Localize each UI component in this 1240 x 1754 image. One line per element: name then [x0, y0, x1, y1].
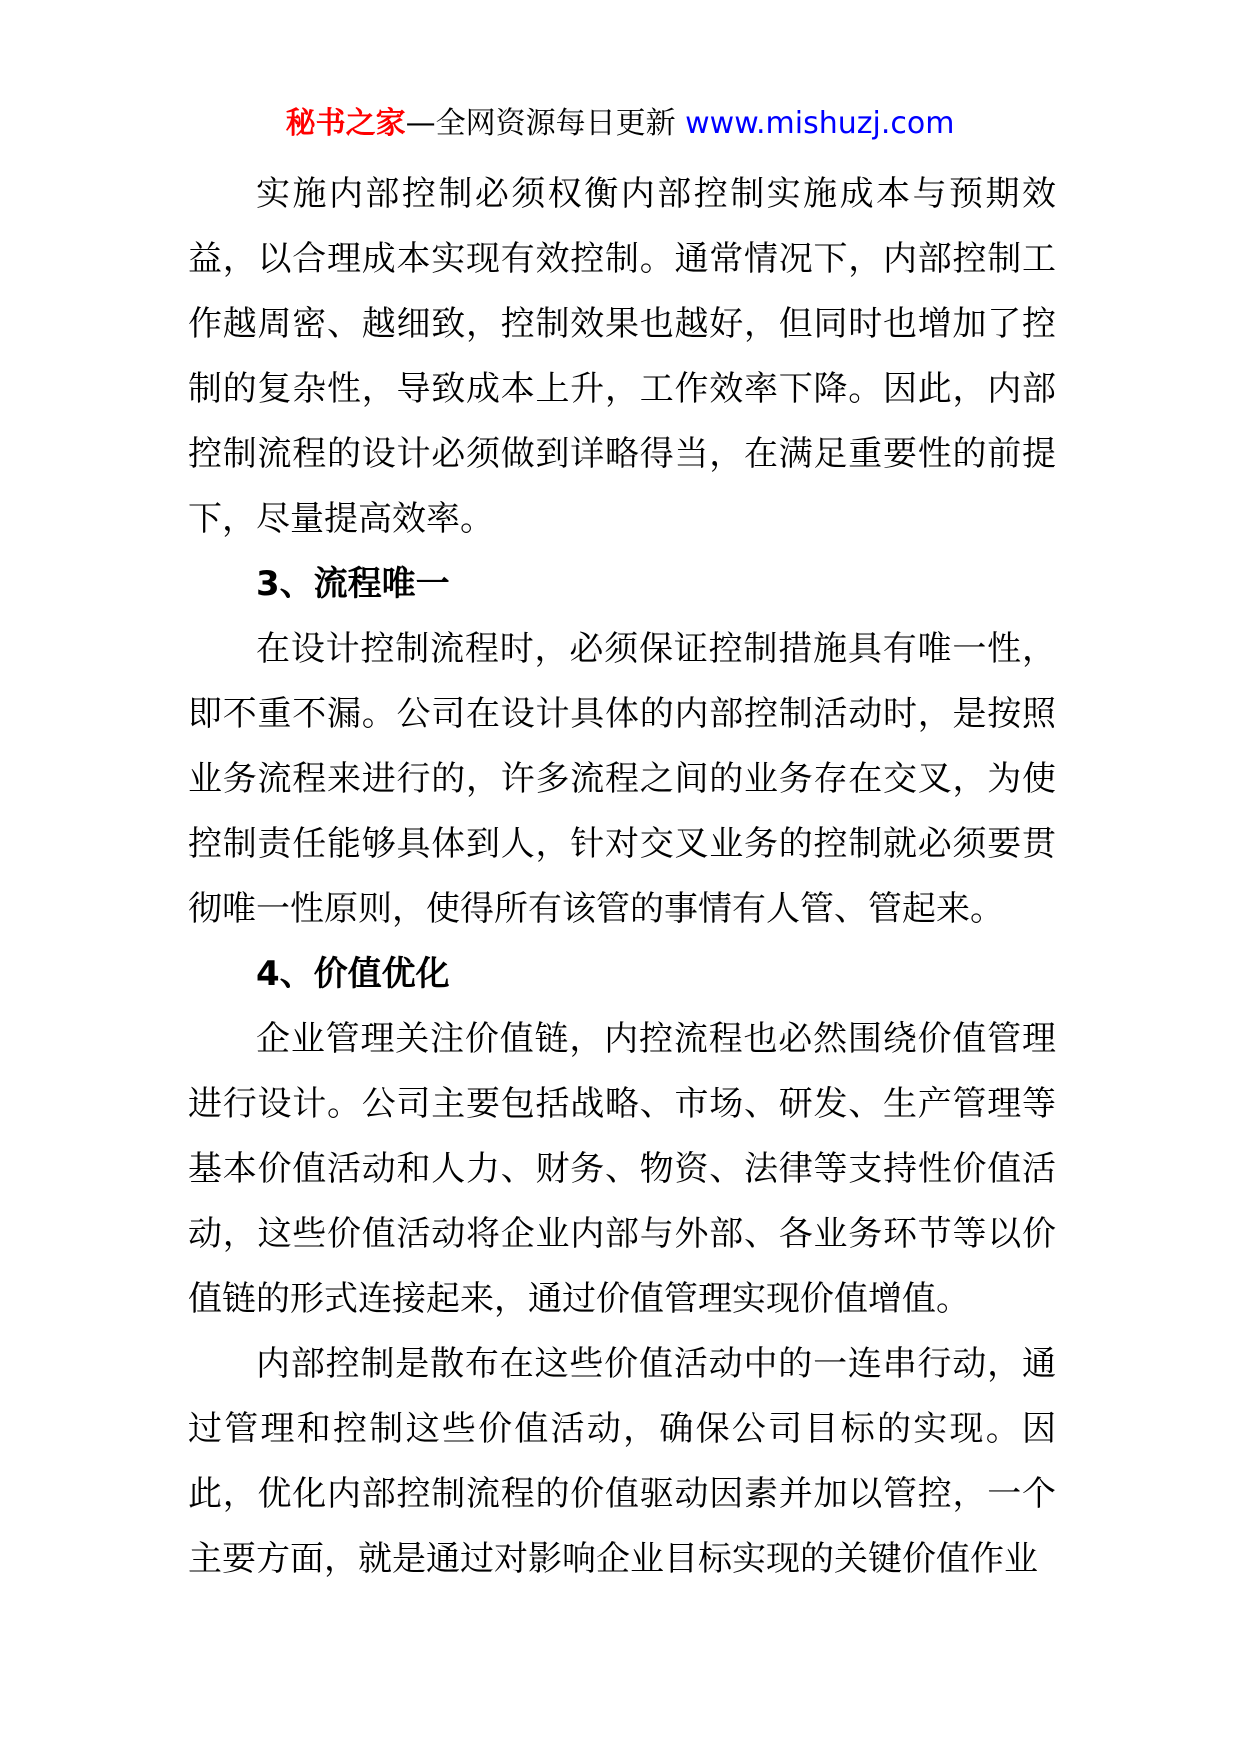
- paragraph-value-chain: 企业管理关注价值链，内控流程也必然围绕价值管理进行设计。公司主要包括战略、市场、研发、生产管理等基本价值活动和人力、财务、物资、法律等支持性价值活动，这些价值活动将企业内部与外部、各业务环节等以价值链的形式连接起来，通过价值管理实现价值增值。: [188, 1019, 1056, 1319]
- brand-name: 秘书之家: [285, 106, 406, 141]
- paragraph-value-activities: 内部控制是散布在这些价值活动中的一连串行动，通过管理和控制这些价值活动，确保公司目标的实现。因此，优化内部控制流程的价值驱动因素并加以管控，一个主要方面，就是通过对影响企业目标实现的关键价值作业: [188, 1344, 1056, 1579]
- site-url-link[interactable]: www.mishuzj.com: [685, 106, 955, 141]
- header-tagline: —全网资源每日更新: [405, 106, 676, 141]
- section-heading-process-unique: 3、流程唯一: [256, 564, 450, 604]
- site-header: [0, 104, 1240, 144]
- paragraph-cost-benefit: 实施内部控制必须权衡内部控制实施成本与预期效益，以合理成本实现有效控制。通常情况下，内部控制工作越周密、越细致，控制效果也越好，但同时也增加了控制的复杂性，导致成本上升，工作效率下降。因此，内部控制流程的设计必须做到详略得当，在满足重要性的前提下，尽量提高效率。: [188, 174, 1056, 539]
- section-heading-value-optimization: 4、价值优化: [256, 954, 450, 994]
- paragraph-process-unique: 在设计控制流程时，必须保证控制措施具有唯一性，即不重不漏。公司在设计具体的内部控制活动时，是按照业务流程来进行的，许多流程之间的业务存在交叉，为使控制责任能够具体到人，针对交叉业务的控制就必须要贯彻唯一性原则，使得所有该管的事情有人管、管起来。: [188, 629, 1056, 929]
- document-body: [188, 162, 1056, 1592]
